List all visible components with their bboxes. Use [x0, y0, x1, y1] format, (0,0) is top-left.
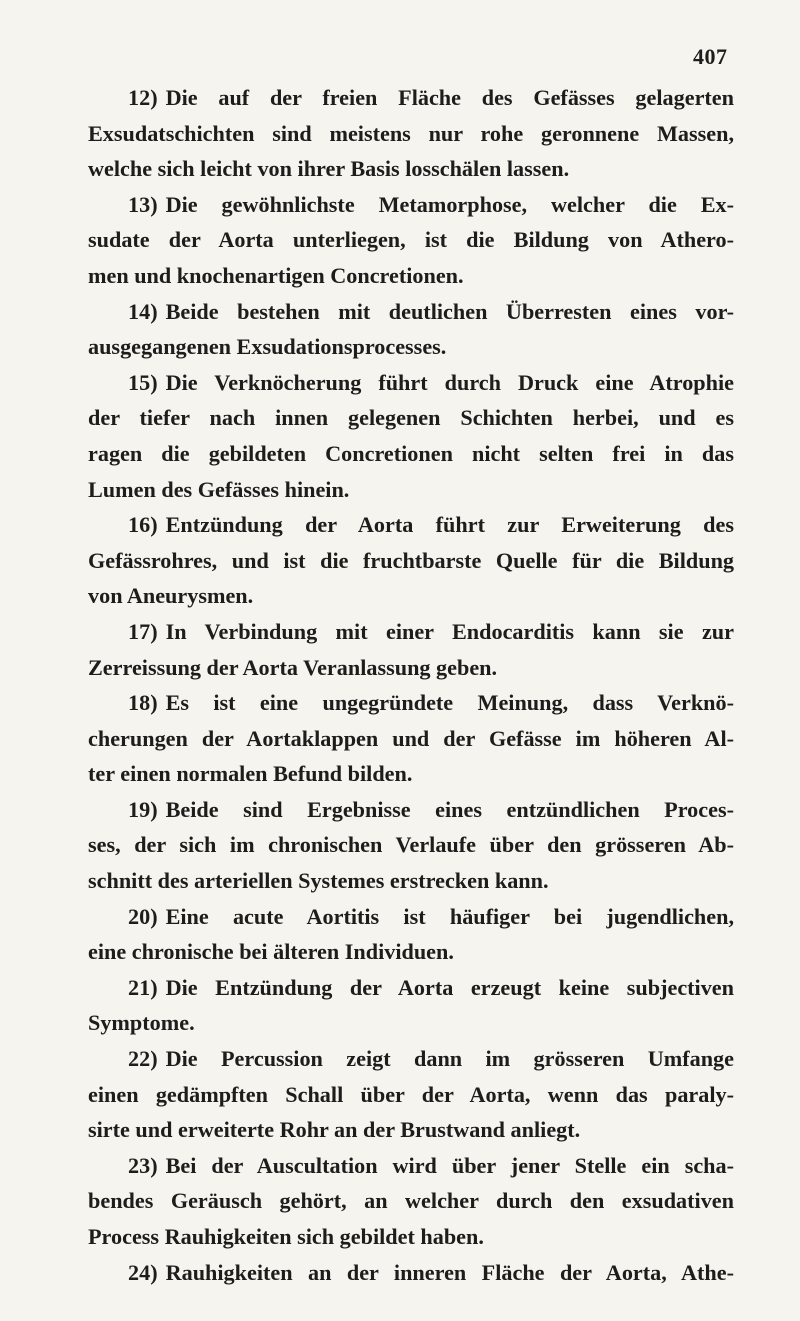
paragraph [88, 187, 734, 294]
line-text: einen gedämpften Schall über der Aorta, wenn das paraly- [88, 1081, 734, 1107]
text-line [88, 650, 734, 686]
text-line [88, 899, 734, 935]
line-text: der tiefer nach innen gelegenen Schichten herbei, und es [88, 405, 734, 431]
text-line [88, 1255, 734, 1291]
paragraph [88, 1255, 734, 1291]
line-text: Zerreissung der Aorta Veranlassung geben. [88, 654, 498, 680]
text-line [88, 792, 734, 828]
text-line [88, 472, 734, 508]
text-line [88, 1183, 734, 1219]
text-line [88, 863, 734, 899]
line-text: Beide sind Ergebnisse eines entzündlichen Proces- [165, 796, 734, 822]
text-line [88, 1112, 734, 1148]
line-text: Bei der Auscultation wird über jener Stelle ein scha- [165, 1152, 734, 1178]
paragraph [88, 365, 734, 507]
paragraph-number: 23) [128, 1152, 158, 1178]
line-text: Exsudatschichten sind meistens nur rohe geronnene Massen, [88, 120, 734, 146]
line-text: Die Entzündung der Aorta erzeugt keine subjectiven [165, 974, 734, 1000]
text-line [88, 721, 734, 757]
paragraph [88, 507, 734, 614]
line-text: welche sich leicht von ihrer Basis losschälen lassen. [88, 156, 570, 182]
paragraph [88, 685, 734, 792]
line-text: eine chronische bei älteren Individuen. [88, 939, 454, 965]
text-line [88, 507, 734, 543]
text-line [88, 436, 734, 472]
text-line [88, 756, 734, 792]
text-line [88, 970, 734, 1006]
line-text: ragen die gebildeten Concretionen nicht selten frei in das [88, 440, 734, 466]
line-text: ausgegangenen Exsudationsprocesses. [88, 334, 447, 360]
line-text: Gefässrohres, und ist die fruchtbarste Quelle für die Bildung [88, 547, 734, 573]
text-line [88, 258, 734, 294]
body-text [88, 80, 734, 1290]
line-text: schnitt des arteriellen Systemes erstrecken kann. [88, 868, 549, 894]
paragraph-number: 17) [128, 618, 158, 644]
text-line [88, 116, 734, 152]
paragraph-number: 21) [128, 974, 158, 1000]
line-text: Die Verknöcherung führt durch Druck eine Atrophie [165, 369, 734, 395]
text-line [88, 578, 734, 614]
paragraph [88, 1041, 734, 1148]
text-line [88, 151, 734, 187]
line-text: Die Percussion zeigt dann im grösseren Umfange [165, 1046, 734, 1072]
text-line [88, 222, 734, 258]
paragraph-number: 19) [128, 796, 158, 822]
paragraph [88, 1148, 734, 1255]
page-number: 407 [693, 44, 728, 69]
line-text: cherungen der Aortaklappen und der Gefässe im höheren Al- [88, 725, 734, 751]
text-line [88, 1041, 734, 1077]
line-text: Beide bestehen mit deutlichen Überresten eines vor- [165, 298, 734, 324]
paragraph-number: 12) [128, 85, 158, 110]
line-text: Entzündung der Aorta führt zur Erweiterung des [165, 512, 734, 538]
line-text: Symptome. [88, 1010, 195, 1036]
text-line [88, 1148, 734, 1184]
text-line [88, 543, 734, 579]
text-line [88, 1077, 734, 1113]
paragraph [88, 614, 734, 685]
line-text: bendes Geräusch gehört, an welcher durch den exsudativen [88, 1188, 734, 1214]
text-line [88, 187, 734, 223]
text-line [88, 80, 734, 116]
paragraph-number: 16) [128, 512, 158, 538]
line-text: sudate der Aorta unterliegen, ist die Bildung von Athero- [88, 227, 734, 253]
line-text: In Verbindung mit einer Endocarditis kann sie zur [165, 618, 734, 644]
text-line [88, 1005, 734, 1041]
line-text: Die auf der freien Fläche des Gefässes gelagerten [165, 85, 734, 110]
line-text: Die gewöhnlichste Metamorphose, welcher die Ex- [165, 191, 734, 217]
line-text: ses, der sich im chronischen Verlaufe über den grösseren Ab- [88, 832, 734, 858]
text-line [88, 1219, 734, 1255]
text-line [88, 685, 734, 721]
text-line [88, 294, 734, 330]
line-text: Rauhigkeiten an der inneren Fläche der Aorta, Athe- [165, 1259, 734, 1285]
paragraph-number: 24) [128, 1259, 158, 1285]
paragraph [88, 792, 734, 899]
line-text: Process Rauhigkeiten sich gebildet haben. [88, 1224, 484, 1249]
paragraph-number: 20) [128, 903, 158, 929]
paragraph [88, 899, 734, 970]
paragraph-number: 22) [128, 1046, 158, 1072]
line-text: Lumen des Gefässes hinein. [88, 476, 350, 502]
paragraph-number: 14) [128, 298, 158, 324]
text-line [88, 614, 734, 650]
paragraph-number: 15) [128, 369, 158, 395]
text-line [88, 934, 734, 970]
line-text: sirte und erweiterte Rohr an der Brustwand anliegt. [88, 1117, 581, 1143]
text-line [88, 400, 734, 436]
paragraph-number: 18) [128, 690, 158, 716]
line-text: ter einen normalen Befund bilden. [88, 761, 413, 787]
line-text: Es ist eine ungegründete Meinung, dass Verknö- [165, 690, 734, 716]
text-line [88, 329, 734, 365]
paragraph [88, 80, 734, 187]
text-line [88, 827, 734, 863]
paragraph-number: 13) [128, 191, 158, 217]
line-text: men und knochenartigen Concretionen. [88, 262, 464, 288]
line-text: von Aneurysmen. [88, 583, 254, 609]
paragraph [88, 294, 734, 365]
text-line [88, 365, 734, 401]
line-text: Eine acute Aortitis ist häufiger bei jugendlichen, [165, 903, 734, 929]
paragraph [88, 970, 734, 1041]
